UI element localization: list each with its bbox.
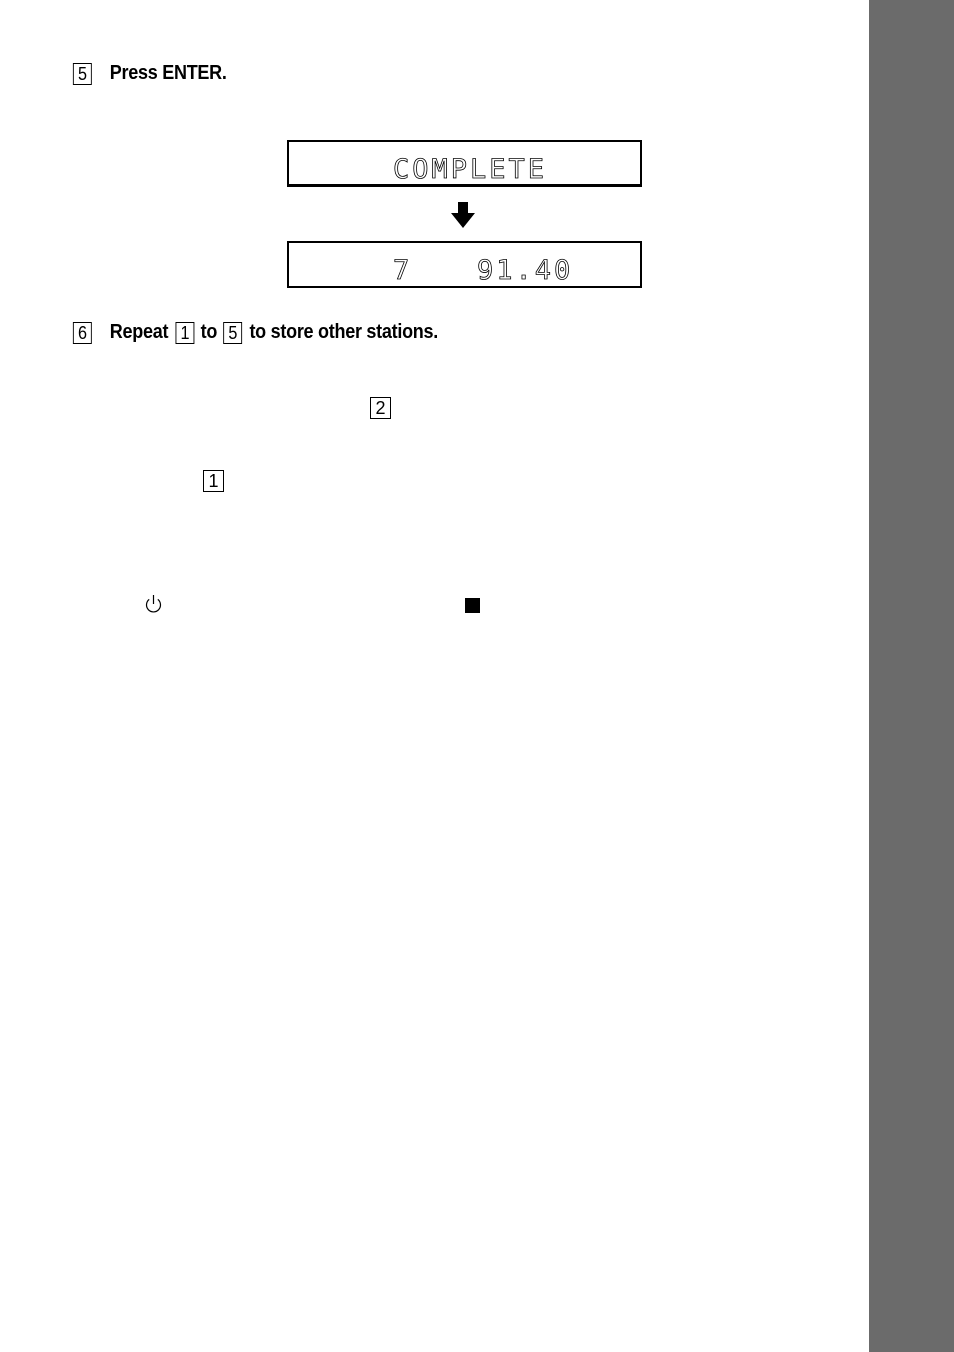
display-frequency: 91.40 [477,255,574,286]
display-preset [287,241,642,288]
power-icon [144,594,163,615]
step-6-word-repeat: Repeat [109,321,169,343]
step-6-word-to: to [200,321,218,343]
step-ref-box: 5 [223,322,242,344]
step-number-box: 6 [73,322,92,344]
arrow-down-icon [451,202,475,228]
step-number-box: 5 [73,63,92,85]
step-6 [72,321,438,344]
ref-box-1: 1 [203,470,224,492]
display-complete [287,140,642,187]
step-6-rest: to store other stations. [249,321,439,343]
step-ref-box: 1 [175,322,194,344]
stop-icon [465,598,480,613]
step-5-text: Press ENTER. [109,62,227,84]
ref-box-2: 2 [370,397,391,419]
step-5 [72,62,227,85]
display-text-complete: COMPLETE [393,154,548,185]
display-preset-number: 7 [393,255,413,286]
section-side-tab [869,0,954,1352]
